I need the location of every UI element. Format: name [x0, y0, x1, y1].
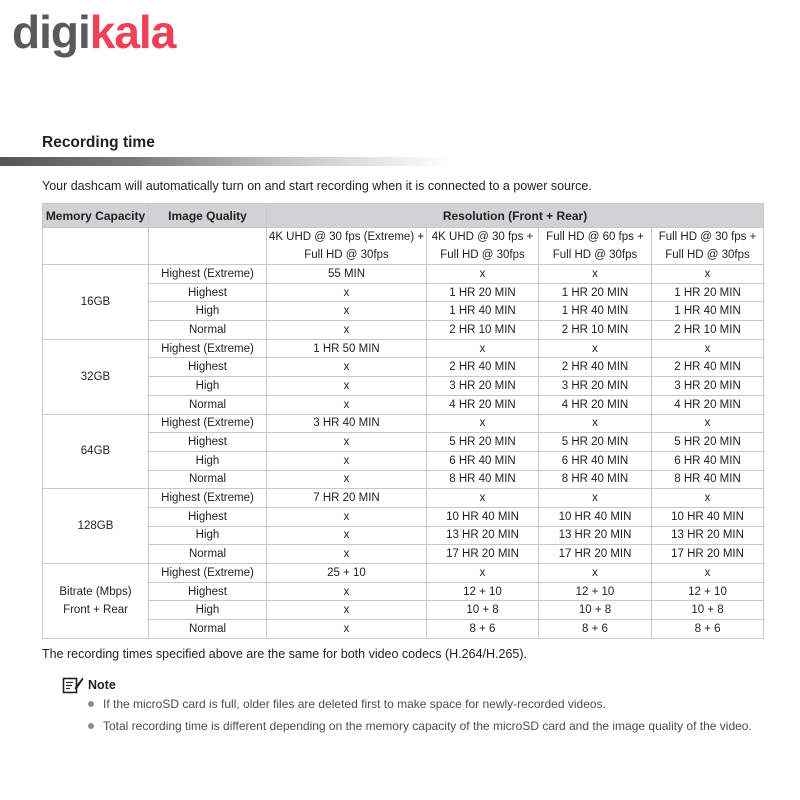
recording-time-cell: 1 HR 40 MIN: [652, 302, 764, 321]
recording-time-cell: x: [427, 489, 539, 508]
title-underline-bar: [0, 157, 450, 166]
recording-time-cell: x: [652, 564, 764, 583]
table-row: [43, 283, 764, 302]
memory-capacity-cell: 128GB: [43, 489, 149, 564]
recording-time-cell: x: [652, 414, 764, 433]
image-quality-cell: High: [149, 526, 267, 545]
table-row: [43, 545, 764, 564]
recording-time-cell: 3 HR 20 MIN: [539, 377, 652, 396]
table-row: [43, 377, 764, 396]
resolution-header: 4K UHD @ 30 fps + Full HD @ 30fps: [427, 228, 539, 265]
note-item: Total recording time is different depending on the memory capacity of the microSD card and the image quality of the video.: [88, 715, 752, 737]
recording-time-cell: 8 HR 40 MIN: [652, 470, 764, 489]
digikala-logo: [12, 8, 187, 60]
blank-header-cell: [43, 228, 149, 265]
recording-time-cell: 1 HR 20 MIN: [539, 283, 652, 302]
recording-time-cell: 1 HR 50 MIN: [267, 339, 427, 358]
recording-time-cell: 13 HR 20 MIN: [427, 526, 539, 545]
image-quality-cell: Normal: [149, 321, 267, 340]
recording-time-cell: 2 HR 40 MIN: [427, 358, 539, 377]
table-row: [43, 433, 764, 452]
table-row: [43, 470, 764, 489]
recording-time-cell: x: [267, 582, 427, 601]
image-quality-cell: High: [149, 302, 267, 321]
table-row: [43, 489, 764, 508]
memory-capacity-cell: 32GB: [43, 339, 149, 414]
header-resolution: Resolution (Front + Rear): [267, 204, 764, 228]
recording-time-cell: x: [267, 358, 427, 377]
recording-time-cell: 2 HR 40 MIN: [539, 358, 652, 377]
recording-time-cell: x: [539, 489, 652, 508]
recording-time-cell: x: [539, 564, 652, 583]
image-quality-cell: High: [149, 601, 267, 620]
image-quality-cell: Highest (Extreme): [149, 339, 267, 358]
recording-time-cell: 10 HR 40 MIN: [427, 507, 539, 526]
recording-time-cell: 8 + 6: [652, 620, 764, 639]
recording-time-cell: x: [539, 414, 652, 433]
note-label: Note: [88, 678, 116, 692]
image-quality-cell: Highest (Extreme): [149, 414, 267, 433]
image-quality-cell: Highest: [149, 582, 267, 601]
recording-time-cell: x: [652, 489, 764, 508]
recording-time-cell: 6 HR 40 MIN: [539, 451, 652, 470]
header-row: [43, 204, 764, 228]
memory-capacity-cell: Bitrate (Mbps) Front + Rear: [43, 564, 149, 639]
note-item: If the microSD card is full, older files are deleted first to make space for newly-recorded videos.: [88, 693, 752, 715]
intro-text: Your dashcam will automatically turn on and start recording when it is connected to a power source.: [42, 179, 592, 193]
table-row: [43, 265, 764, 284]
recording-time-cell: x: [267, 470, 427, 489]
recording-time-cell: 1 HR 40 MIN: [539, 302, 652, 321]
image-quality-cell: Highest: [149, 358, 267, 377]
recording-time-cell: x: [267, 433, 427, 452]
recording-time-cell: 2 HR 10 MIN: [652, 321, 764, 340]
recording-time-cell: 4 HR 20 MIN: [652, 395, 764, 414]
recording-time-cell: x: [267, 526, 427, 545]
recording-time-cell: x: [539, 265, 652, 284]
image-quality-cell: Highest (Extreme): [149, 489, 267, 508]
recording-time-cell: x: [267, 620, 427, 639]
bullet-icon: [88, 701, 94, 707]
image-quality-cell: Normal: [149, 545, 267, 564]
bullet-icon: [88, 723, 94, 729]
image-quality-cell: High: [149, 377, 267, 396]
recording-time-cell: 1 HR 20 MIN: [652, 283, 764, 302]
resolution-header: Full HD @ 30 fps + Full HD @ 30fps: [652, 228, 764, 265]
recording-time-cell: x: [652, 265, 764, 284]
recording-time-cell: 3 HR 40 MIN: [267, 414, 427, 433]
logo-part-kala: kala: [89, 8, 176, 58]
table-row: [43, 507, 764, 526]
note-header: [62, 676, 116, 694]
memory-capacity-cell: 16GB: [43, 265, 149, 340]
header-memory-capacity: Memory Capacity: [43, 204, 149, 228]
table-row: [43, 526, 764, 545]
image-quality-cell: Highest (Extreme): [149, 265, 267, 284]
recording-time-cell: 3 HR 20 MIN: [427, 377, 539, 396]
table-row: [43, 395, 764, 414]
image-quality-cell: Normal: [149, 620, 267, 639]
image-quality-cell: Normal: [149, 395, 267, 414]
recording-time-cell: 5 HR 20 MIN: [427, 433, 539, 452]
recording-time-cell: 12 + 10: [652, 582, 764, 601]
recording-time-cell: 2 HR 10 MIN: [539, 321, 652, 340]
image-quality-cell: Normal: [149, 470, 267, 489]
table-row: [43, 358, 764, 377]
header-image-quality: Image Quality: [149, 204, 267, 228]
table-row: [43, 582, 764, 601]
resolution-row: [43, 228, 764, 265]
recording-time-cell: 7 HR 20 MIN: [267, 489, 427, 508]
table-body: [43, 265, 764, 639]
recording-time-cell: 5 HR 20 MIN: [652, 433, 764, 452]
image-quality-cell: Highest: [149, 283, 267, 302]
note-list: [88, 693, 752, 737]
table-row: [43, 601, 764, 620]
recording-time-cell: 2 HR 10 MIN: [427, 321, 539, 340]
recording-time-cell: x: [427, 564, 539, 583]
codec-footnote: The recording times specified above are the same for both video codecs (H.264/H.265).: [42, 647, 527, 661]
recording-time-cell: x: [427, 339, 539, 358]
recording-time-cell: 4 HR 20 MIN: [539, 395, 652, 414]
recording-time-cell: 12 + 10: [427, 582, 539, 601]
svg-text:digikala: [12, 8, 177, 58]
recording-time-cell: x: [267, 377, 427, 396]
recording-time-cell: 17 HR 20 MIN: [652, 545, 764, 564]
recording-time-cell: 10 + 8: [427, 601, 539, 620]
recording-time-cell: x: [427, 265, 539, 284]
recording-time-cell: 10 + 8: [539, 601, 652, 620]
recording-time-cell: 12 + 10: [539, 582, 652, 601]
table-row: [43, 302, 764, 321]
recording-time-cell: x: [267, 302, 427, 321]
recording-time-cell: 17 HR 20 MIN: [427, 545, 539, 564]
table-row: [43, 620, 764, 639]
recording-time-cell: 8 + 6: [539, 620, 652, 639]
recording-time-cell: x: [267, 507, 427, 526]
recording-time-cell: 8 HR 40 MIN: [539, 470, 652, 489]
recording-time-cell: 17 HR 20 MIN: [539, 545, 652, 564]
section-title: Recording time: [42, 134, 155, 151]
recording-time-cell: 13 HR 20 MIN: [539, 526, 652, 545]
table-row: [43, 321, 764, 340]
image-quality-cell: Highest: [149, 433, 267, 452]
recording-time-cell: x: [267, 395, 427, 414]
recording-time-cell: 10 + 8: [652, 601, 764, 620]
recording-time-cell: 1 HR 40 MIN: [427, 302, 539, 321]
image-quality-cell: Highest: [149, 507, 267, 526]
recording-time-cell: 8 HR 40 MIN: [427, 470, 539, 489]
recording-time-cell: x: [539, 339, 652, 358]
table-row: [43, 414, 764, 433]
resolution-header: 4K UHD @ 30 fps (Extreme) + Full HD @ 30fps: [267, 228, 427, 265]
recording-time-cell: 25 + 10: [267, 564, 427, 583]
recording-time-cell: x: [267, 601, 427, 620]
memory-capacity-cell: 64GB: [43, 414, 149, 489]
blank-header-cell: [149, 228, 267, 265]
recording-time-cell: x: [652, 339, 764, 358]
recording-time-cell: 6 HR 40 MIN: [652, 451, 764, 470]
recording-time-cell: x: [427, 414, 539, 433]
recording-time-cell: x: [267, 545, 427, 564]
recording-time-cell: x: [267, 451, 427, 470]
recording-time-cell: 10 HR 40 MIN: [539, 507, 652, 526]
table-row: [43, 339, 764, 358]
image-quality-cell: Highest (Extreme): [149, 564, 267, 583]
recording-time-cell: x: [267, 321, 427, 340]
recording-time-cell: 13 HR 20 MIN: [652, 526, 764, 545]
recording-time-cell: 4 HR 20 MIN: [427, 395, 539, 414]
recording-time-cell: x: [267, 283, 427, 302]
recording-time-cell: 5 HR 20 MIN: [539, 433, 652, 452]
recording-time-cell: 10 HR 40 MIN: [652, 507, 764, 526]
table-row: [43, 451, 764, 470]
recording-time-cell: 1 HR 20 MIN: [427, 283, 539, 302]
logo-part-digi: digi: [12, 8, 90, 58]
recording-time-cell: 8 + 6: [427, 620, 539, 639]
recording-time-table: [42, 203, 764, 639]
recording-time-cell: 55 MIN: [267, 265, 427, 284]
recording-time-cell: 2 HR 40 MIN: [652, 358, 764, 377]
recording-time-cell: 3 HR 20 MIN: [652, 377, 764, 396]
image-quality-cell: High: [149, 451, 267, 470]
note-pencil-icon: [62, 676, 84, 694]
table-row: [43, 564, 764, 583]
resolution-header: Full HD @ 60 fps + Full HD @ 30fps: [539, 228, 652, 265]
recording-time-cell: 6 HR 40 MIN: [427, 451, 539, 470]
